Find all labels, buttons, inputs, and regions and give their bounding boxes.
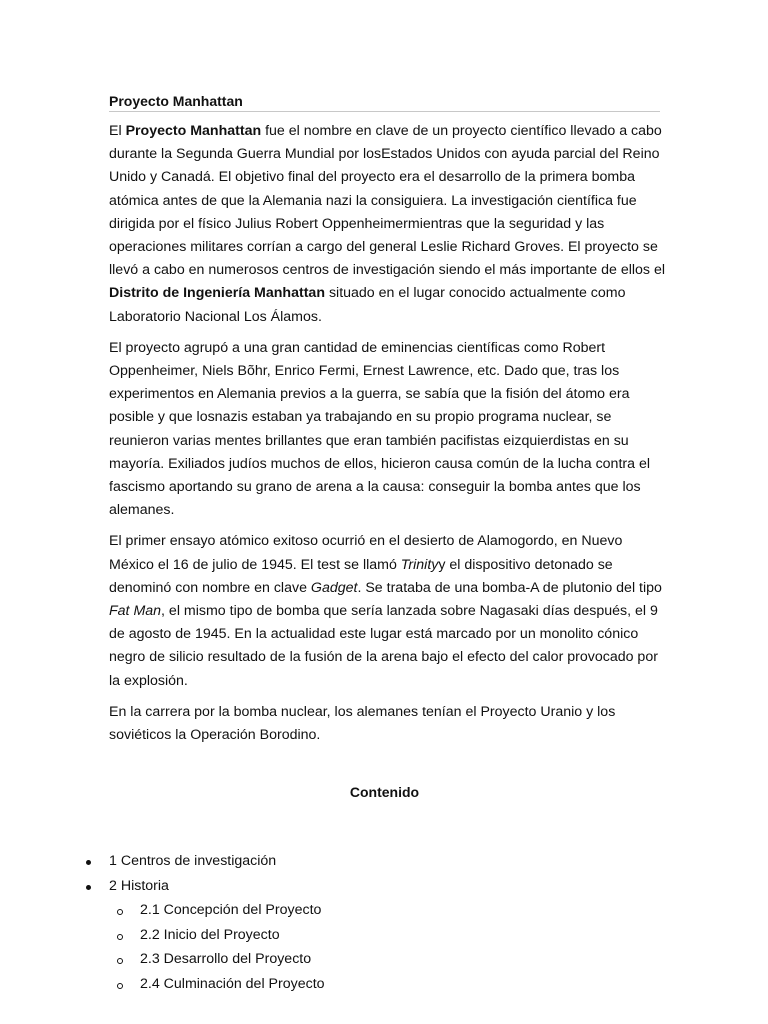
toc-item-label[interactable]: 2 Historia bbox=[109, 877, 169, 894]
toc-item[interactable] bbox=[0, 851, 768, 876]
bullet-icon bbox=[86, 885, 91, 890]
bold-term: Proyecto Manhattan bbox=[125, 123, 262, 139]
circle-bullet-icon bbox=[117, 909, 123, 915]
toc-item-label[interactable]: 1 Centros de investigación bbox=[109, 853, 277, 869]
text-run: y el dispositivo detonado se denominó con nombre en clave bbox=[109, 556, 613, 596]
toc-subitem-label[interactable]: 2.4 Culminación del Proyecto bbox=[140, 975, 325, 992]
bold-term: Distrito de Ingeniería Manhattan bbox=[109, 285, 325, 302]
toc-subitem[interactable] bbox=[0, 900, 768, 925]
text-run: En la carrera por la bomba nuclear, los alemanes tenían el Proyecto Uranio y los soviéticos la Operación Borodino. bbox=[109, 703, 616, 744]
italic-term: Gadget bbox=[310, 579, 358, 596]
paragraph bbox=[109, 701, 665, 747]
toc-subitem-label[interactable]: 2.3 Desarrollo del Proyecto bbox=[140, 951, 312, 968]
contents-heading: Contenido bbox=[349, 784, 420, 800]
text-run: fue el nombre en clave de un proyecto científico llevado a cabo durante la Segunda Guerra Mundial por losEstados Unidos con ayuda parcial del Reino Unido y Canadá. El objetivo final del proyecto era el desarrollo de la primera bomba atómica antes de que la Alemania nazi la consiguiera. La investigación científica fue dirigida por el físico Julius Robert Oppenheimermientras que la seguridad y las operaciones militares corrían a cargo del general Leslie Richard Groves. El proyecto se llevó a cabo en numerosos centros de investigación siendo el más importante de ellos el bbox=[109, 123, 665, 279]
text-run: . Se trataba de una bomba-A de plutonio del tipo bbox=[357, 579, 662, 596]
italic-term: Trinity bbox=[400, 556, 439, 573]
text-run: El bbox=[109, 123, 126, 139]
toc-subitem[interactable] bbox=[0, 949, 768, 974]
bullet-icon bbox=[86, 860, 91, 865]
document-title: Proyecto Manhattan bbox=[109, 92, 660, 112]
circle-bullet-icon bbox=[117, 958, 123, 964]
text-run: situado en el lugar conocido actualmente como Laboratorio Nacional Los Álamos. bbox=[109, 285, 626, 325]
toc-subitem[interactable] bbox=[0, 925, 768, 950]
circle-bullet-icon bbox=[117, 983, 123, 989]
circle-bullet-icon bbox=[117, 934, 123, 940]
text-run: , el mismo tipo de bomba que sería lanzada sobre Nagasaki días después, el 9 de agosto de 1945. En la actualidad este lugar está marcado por un monolito cónico negro de silicio resultado de la fusión de la arena bajo el efecto del calor provocado por la explosión. bbox=[109, 603, 658, 689]
document-body bbox=[109, 120, 665, 747]
toc-subitem-label[interactable]: 2.1 Concepción del Proyecto bbox=[140, 902, 322, 919]
table-of-contents bbox=[0, 851, 768, 999]
toc-subitem[interactable] bbox=[0, 974, 768, 999]
italic-term: Fat Man bbox=[109, 603, 162, 620]
paragraph bbox=[109, 120, 665, 329]
paragraph bbox=[109, 337, 665, 523]
toc-item[interactable] bbox=[0, 876, 768, 901]
text-run: El proyecto agrupó a una gran cantidad de eminencias científicas como Robert Oppenheimer, Niels Bõhr, Enrico Fermi, Ernest Lawrence, etc. Dado que, tras los experimentos en Alemania previos a la guerra, se sabía que la fisión del átomo era posible y que losnazis estaban ya trabajando en su propio programa nuclear, se reunieron varias mentes brillantes que eran también pacifistas eizquierdistas en su mayoría. Exiliados judíos muchos de ellos, hicieron causa común de la lucha contra el fascismo aportando su grano de arena a la causa: conseguir la bomba antes que los alemanes. bbox=[109, 339, 650, 519]
toc-subitem-label[interactable]: 2.2 Inicio del Proyecto bbox=[140, 926, 280, 943]
paragraph bbox=[109, 530, 665, 692]
text-run: El primer ensayo atómico exitoso ocurrió en el desierto de Alamogordo, en Nuevo México el 16 de julio de 1945. El test se llamó bbox=[109, 533, 623, 573]
